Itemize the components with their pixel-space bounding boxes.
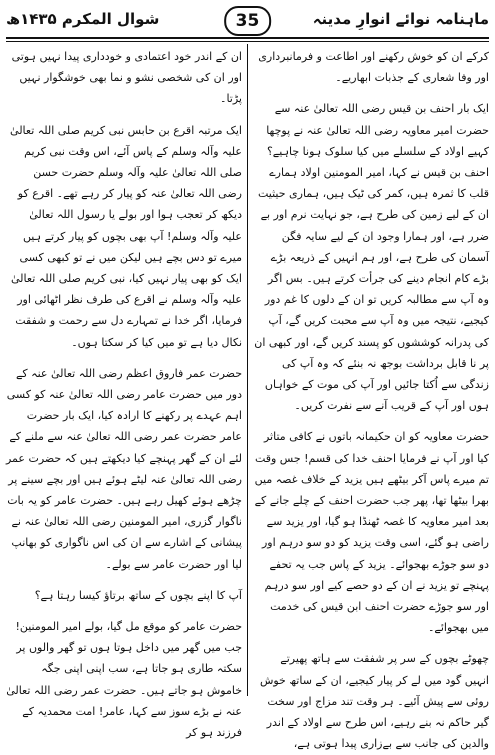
paragraph: حضرت عامر کو موقع مل گیا، بولے امیر المومنین! جب میں گھر میں داخل ہوتا ہوں تو گھر والوں پر سکتہ طاری ہو جاتا ہے، سب اپنی اپنی جگہ خاموش ہو جاتے ہیں۔ حضرت عمر رضی اللہ تعالیٰ عنہ نے بڑے سوز سے کہا، عامر! امت محمدیہ کے فرزند ہو کر (6, 620, 242, 740)
paragraph: ایک بار احنف بن قیس رضی اللہ تعالیٰ عنہ سے حضرت امیر معاویہ رضی اللہ تعالیٰ عنہ نے پوچھا کہیے اولاد کے سلسلے میں کیا سلوک ہونا چاہیے؟ احنف بن قیس نے کہا، امیر المومنین اولاد ہمارے قلب کا ثمرہ ہیں، کمر کی ٹیک ہیں، ہماری حیثیت ان کے لیے زمین کی طرح ہے، جو نہایت نرم اور بے ضرر ہے، اور ہمارا وجود ان کے لیے سایہ فگن آسمان کی طرح ہے، اور ہم انہیں کے ذریعہ بڑے بڑے کام انجام دینے کی جرأت کرتے ہیں۔ بس اگر وہ آپ سے مطالبہ کریں تو ان کے دلوں کا غم دور کیجیے، نتیجہ میں وہ آپ سے محبت کریں گے، آپ کی پدرانہ کوششوں کو پسند کریں گے، اور کبھی ان پر نا قابل برداشت بوجھ نہ بنئے کہ وہ آپ کی زندگی سے اُکتا جائیں اور آپ کی موت کے خواہاں ہوں اور آپ کے قریب آنے سے نفرت کریں۔ (254, 102, 489, 413)
page-header (6, 6, 489, 36)
column-divider (247, 44, 248, 696)
paragraph: ایک مرتبہ اقرع بن حابس نبی کریم صلی اللہ تعالیٰ علیہ وآلہ وسلم کے پاس آئے، اس وقت نبی کریم صلی اللہ تعالیٰ علیہ وآلہ وسلم حضرت حسن رضی اللہ تعالیٰ عنہ کو پیار کر رہے تھے۔ اقرع کو دیکھ کر تعجب ہوا اور بولے یا رسول اللہ تعالیٰ علیہ وآلہ وسلم! آپ بھی بچوں کو پیار کرتے ہیں میرے تو دس بچے ہیں لیکن میں نے تو کبھی کسی ایک کو بھی پیار نہیں کیا، نبی کریم صلی اللہ تعالیٰ علیہ وآلہ وسلم نے اقرع کی طرف نظر اٹھائی اور فرمایا، اگر خدا نے تمہارے دل سے رحمت و شفقت نکال دیا ہے تو میں کیا کر سکتا ہوں۔ (10, 123, 242, 349)
header-rule (6, 37, 489, 39)
paragraph: چھوٹے بچوں کے سر پر شفقت سے ہاتھ پھیرتے انہیں گود میں لے کر پیار کیجیے، ان کے ساتھ خوش روئی سے پیش آئیے۔ ہر وقت تند مزاج اور سخت گیر حاکم نہ بنے رہیے، اس طرح سے اولاد کے اندر والدین کی جانب سے بےزاری پیدا ہوتی ہے، (259, 652, 489, 751)
right-column (253, 46, 489, 751)
paragraph: حضرت معاویہ کو ان حکیمانہ باتوں نے کافی متاثر کیا اور آپ نے فرمایا احنف خدا کی قسم! جس وقت تم میرے پاس آکر بیٹھے ہیں یزید کے خلاف غصہ میں بھرا بیٹھا تھا، پھر جب حضرت احنف کے چلے جانے کے بعد امیر معاویہ کا غصہ ٹھنڈا ہو گیا، اور یزید سے راضی ہو گئے، اسی وقت یزید کو دو سو درہم اور دو سو جوڑے بھجوائے۔ یزید کے پاس جب یہ تحفے پہنچے تو یزید نے ان کے دو حصے کیے اور سو درہم اور سو جوڑے حضرت احنف ابن قیس کی خدمت میں بھجوائے۔ (254, 430, 489, 635)
paragraph: ان کے اندر خود اعتمادی و خودداری پیدا نہیں ہوتی اور ان کی شخصی نشو و نما بھی خوشگوار نہیں پڑتا۔ (11, 50, 242, 106)
paragraph: آپ کا اپنے بچوں کے ساتھ برتاؤ کیسا رہتا ہے؟ (34, 588, 242, 602)
left-column (5, 46, 242, 740)
paragraph: حضرت عمر فاروق اعظم رضی اللہ تعالیٰ عنہ کے دور میں حضرت عامر رضی اللہ تعالیٰ عنہ کو کسی اہم عہدے پر رکھنے کا ارادہ کیا، ایک بار حضرت عامر حضرت عمر رضی اللہ تعالیٰ عنہ سے ملنے کے لئے ان کے گھر پہنچے کیا دیکھتے ہیں کہ حضرت عمر رضی اللہ تعالیٰ عنہ لیٹے ہوئے ہیں اور بچے سینے پر چڑھے ہوئے کھیل رہے ہیں۔ حضرت عامر کو یہ بات ناگوار گزری، امیر المومنین رضی اللہ تعالیٰ عنہ نے پیشانی کے اشارے سے ان کی اس ناگواری کو بھانپ لیا اور حضرت عامر سے بولے۔ (5, 366, 242, 571)
page-number: 35 (224, 6, 272, 36)
header-rule-thin (6, 41, 489, 42)
paragraph: کرکے ان کو خوش رکھنے اور اطاعت و فرمانبرداری اور وفا شعاری کے جذبات ابھاریے۔ (258, 50, 489, 85)
magazine-title: ماہنامہ نوائے انوارِ مدینہ (312, 10, 489, 28)
issue-date: شوال المکرم ۱۴۳۵ھ (6, 10, 160, 28)
